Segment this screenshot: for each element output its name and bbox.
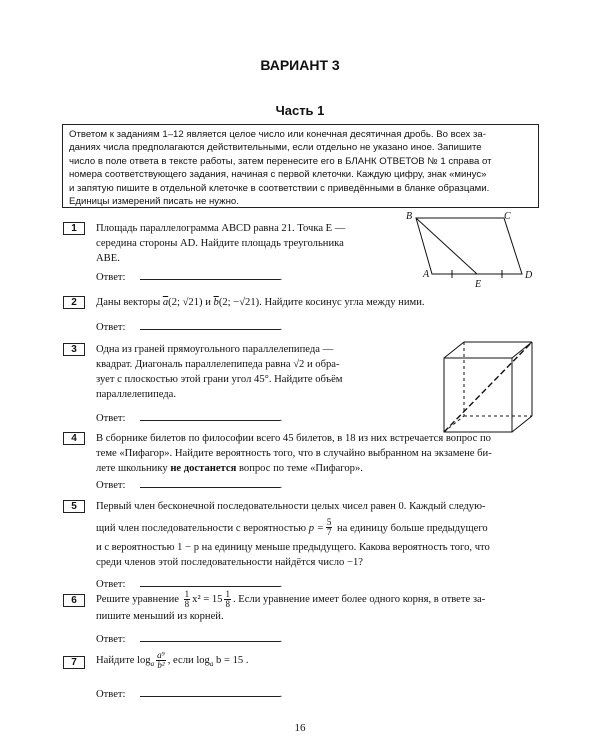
task-number: 7 (63, 656, 85, 669)
task-text-part: . Найдите косинус угла между ними. (259, 297, 425, 308)
label-e: E (475, 279, 482, 290)
answer-end: . (279, 579, 283, 590)
instructions-line: число в поле ответа в тексте работы, затем перенесите его в БЛАНК ОТВЕТОВ № 1 справа от (69, 155, 492, 167)
fraction (326, 518, 333, 537)
task-text (96, 295, 425, 310)
label-b: B (406, 211, 413, 222)
fraction-numerator: 5 (326, 517, 332, 527)
page-number: 16 (294, 722, 306, 734)
task-text-emphasis: не достанется (170, 463, 237, 474)
instructions-line: номера соответствующего задания, начиная с первой клеточки. Каждую цифру, знак «минус» (69, 169, 487, 181)
task-text-line: Площадь параллелограмма ABCD равна 21. Точка E — (96, 223, 346, 234)
answer-label: Ответ: (96, 634, 126, 645)
task-number: 6 (63, 594, 85, 607)
answer-line[interactable] (140, 410, 280, 421)
log-base: a (150, 660, 155, 669)
answer-label: Ответ: (96, 689, 126, 700)
task-text (96, 590, 485, 624)
task-text-line (96, 519, 490, 538)
task-number: 2 (63, 296, 85, 309)
instructions-box (62, 124, 539, 208)
label-a: A (423, 269, 430, 280)
task-text-part: Решите уравнение (96, 593, 179, 605)
vector-a: $\overline{a}$ (162, 297, 169, 308)
page-title: ВАРИАНТ 3 (260, 57, 340, 73)
fraction-numerator: 1 (225, 589, 230, 599)
part-title: Часть 1 (275, 103, 325, 118)
answer-field[interactable] (96, 686, 282, 702)
label-c: C (504, 211, 511, 222)
equation-part: x² = 15 (192, 593, 223, 605)
cuboid-figure (440, 338, 540, 438)
fraction-denominator: 8 (225, 599, 230, 609)
answer-line[interactable] (140, 686, 280, 697)
task-text-line (96, 461, 492, 476)
vector-b: $\overline{b}$ (213, 297, 219, 308)
fraction (184, 590, 191, 609)
task-text-line (96, 590, 485, 609)
answer-end: . (279, 322, 283, 333)
task-text (96, 651, 248, 672)
answer-line[interactable] (140, 269, 280, 280)
task-text (96, 342, 343, 402)
log-base: a (209, 660, 214, 669)
fraction-numerator: 1 (184, 589, 190, 599)
fraction-denominator: 7 (326, 527, 332, 537)
task-text-part: , если log (167, 654, 210, 666)
answer-end: . (279, 689, 283, 700)
fraction-denominator: 8 (184, 599, 190, 609)
task-text (96, 221, 345, 266)
task-text-part: на единицу больше предыдущего (336, 522, 488, 534)
answer-label: Ответ: (96, 272, 126, 283)
task-text-line: теме «Пифагор». Найдите вероятность того, что в случайно выбранном на экзамене би- (96, 448, 492, 459)
task-text-line: среди членов этой последовательности найдётся число −1? (96, 557, 363, 568)
task-number: 3 (63, 343, 85, 356)
fraction (156, 651, 166, 670)
instructions-line: Единицы измерений писать не нужно. (69, 196, 239, 208)
answer-field[interactable] (96, 631, 282, 647)
task-text-line: ABE. (96, 253, 120, 264)
answer-label: Ответ: (96, 480, 126, 491)
task-text-line: и с вероятностью 1 − p на единицу меньше предыдущего. Какова вероятность того, что (96, 542, 490, 553)
answer-field[interactable] (96, 269, 282, 285)
parallelogram-figure (396, 206, 546, 290)
task-text-part: лете школьнику (96, 463, 168, 474)
answer-label: Ответ: (96, 322, 126, 333)
answer-end: . (279, 634, 283, 645)
instructions-line: Ответом к заданиям 1–12 является целое число или конечная десятичная дробь. Во всех за- (69, 129, 486, 140)
answer-end: . (279, 413, 283, 424)
task-text (96, 431, 492, 476)
vector-a-coords: (2; √21) (168, 297, 203, 308)
fraction-numerator: a⁹ (157, 650, 165, 660)
answer-end: . (279, 272, 283, 283)
answer-field[interactable] (96, 477, 282, 493)
answer-line[interactable] (140, 477, 280, 488)
task-text-part: Даны векторы (96, 297, 161, 308)
task-text-part: . Если уравнение имеет более одного корня, в ответе за- (232, 593, 486, 605)
probability-p: p = (308, 522, 324, 534)
task-text-part: и (205, 297, 211, 308)
fraction-denominator: b² (157, 660, 165, 670)
task-text-line: середина стороны AD. Найдите площадь треугольника (96, 238, 344, 249)
task-text-line: зует с плоскостью этой грани угол 45°. Найдите объём (96, 374, 343, 385)
task-text-line: квадрат. Диагональ параллелепипеда равна √2 и обра- (96, 359, 340, 370)
instructions-line: даниях числа предполагаются действительными, если отдельно не указано иное. Запишите (69, 142, 482, 154)
task-text-line: параллелепипеда. (96, 389, 177, 400)
label-d: D (525, 270, 533, 281)
answer-line[interactable] (140, 319, 280, 330)
answer-field[interactable] (96, 410, 282, 426)
task-text-line: Одна из граней прямоугольного параллелепипеда — (96, 344, 334, 355)
task-text-line: пишите меньший из корней. (96, 611, 224, 622)
task-number: 1 (63, 222, 85, 235)
task-text-line: Первый член бесконечной последовательности целых чисел равен 0. Каждый следую- (96, 501, 486, 512)
task-text-part: вопрос по теме «Пифагор». (238, 463, 363, 474)
answer-line[interactable] (140, 631, 280, 642)
answer-label: Ответ: (96, 413, 126, 424)
task-number: 5 (63, 500, 85, 513)
task-text-part: b = 15 . (216, 654, 249, 666)
fraction (224, 590, 231, 609)
task-text-part: щий член последовательности с вероятностью (96, 522, 307, 534)
answer-end: . (279, 480, 283, 491)
task-text-line: В сборнике билетов по философии всего 45 билетов, в 18 из них встречается вопрос по (96, 433, 491, 444)
task-text (96, 499, 490, 570)
answer-label: Ответ: (96, 579, 126, 590)
answer-field[interactable] (96, 319, 282, 335)
task-number: 4 (63, 432, 85, 445)
task-text-part: Найдите log (96, 654, 151, 666)
vector-b-coords: (2; −√21) (218, 297, 260, 308)
answer-line[interactable] (140, 576, 280, 587)
instructions-line: и запятую пишите в отдельной клеточке в соответствии с приведёнными в бланке образцами. (69, 182, 490, 194)
